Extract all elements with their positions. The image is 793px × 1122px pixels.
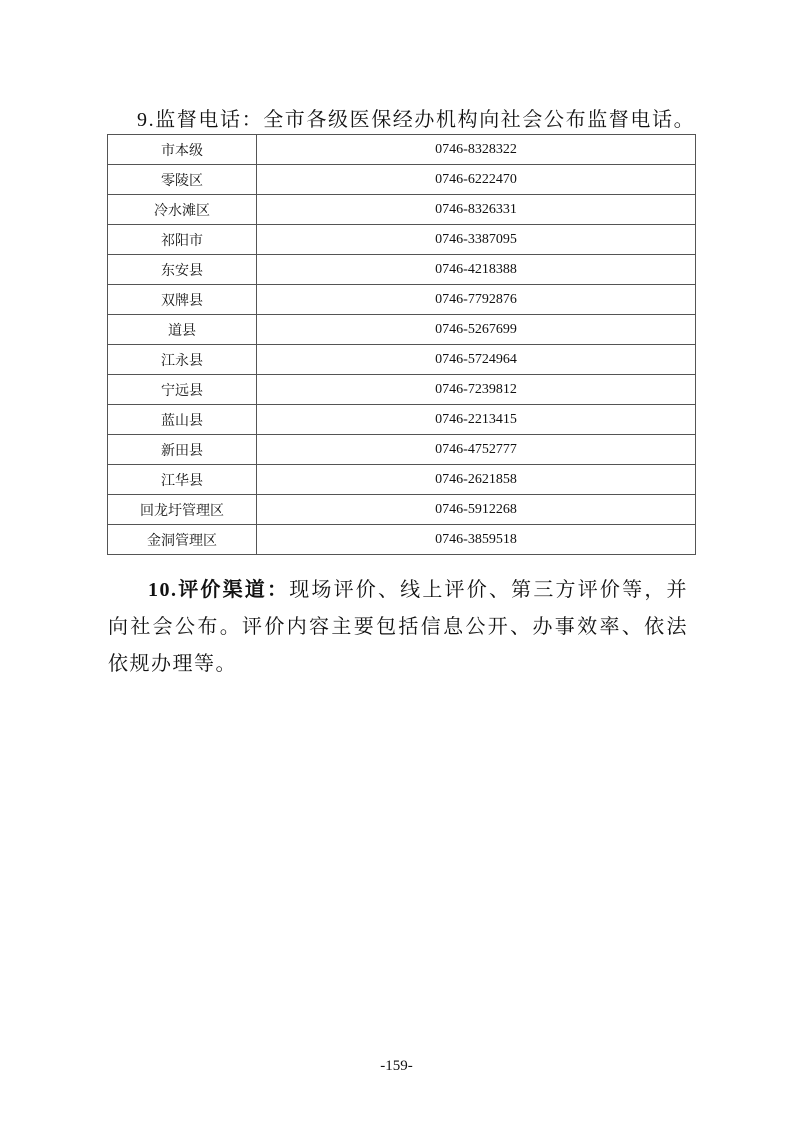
area-name-cell: 江永县: [108, 345, 257, 375]
table-row: [108, 315, 696, 345]
table-row: [108, 465, 696, 495]
table-row: [108, 285, 696, 315]
area-name-cell: 东安县: [108, 255, 257, 285]
section-10-body: 现场评价、线上评价、第三方评价等，并向社会公布。评价内容主要包括信息公开、办事效率、依法依规办理等。: [108, 579, 689, 675]
phone-number-cell: 0746-3859518: [257, 525, 696, 555]
phone-number-cell: 0746-7792876: [257, 285, 696, 315]
table-row: [108, 525, 696, 555]
area-name-cell: 冷水滩区: [108, 195, 257, 225]
phone-number-cell: 0746-4218388: [257, 255, 696, 285]
phone-number-cell: 0746-5724964: [257, 345, 696, 375]
table-row: [108, 255, 696, 285]
section-9-heading: 9.监督电话：全市各级医保经办机构向社会公布监督电话。: [137, 109, 696, 131]
area-name-cell: 双牌县: [108, 285, 257, 315]
table-row: [108, 405, 696, 435]
phone-number-cell: 0746-4752777: [257, 435, 696, 465]
phone-number-cell: 0746-5912268: [257, 495, 696, 525]
area-name-cell: 金洞管理区: [108, 525, 257, 555]
area-name-cell: 宁远县: [108, 375, 257, 405]
table-row: [108, 435, 696, 465]
area-name-cell: 蓝山县: [108, 405, 257, 435]
area-name-cell: 江华县: [108, 465, 257, 495]
section-10-paragraph: [108, 572, 688, 683]
table-row: [108, 225, 696, 255]
supervision-phone-table: [107, 134, 696, 555]
table-row: [108, 165, 696, 195]
area-name-cell: 道县: [108, 315, 257, 345]
phone-number-cell: 0746-2621858: [257, 465, 696, 495]
phone-number-cell: 0746-6222470: [257, 165, 696, 195]
phone-number-cell: 0746-8328322: [257, 135, 696, 165]
table-row: [108, 495, 696, 525]
page-number: -159-: [380, 1058, 413, 1074]
phone-number-cell: 0746-8326331: [257, 195, 696, 225]
area-name-cell: 零陵区: [108, 165, 257, 195]
area-name-cell: 祁阳市: [108, 225, 257, 255]
table-row: [108, 375, 696, 405]
phone-number-cell: 0746-7239812: [257, 375, 696, 405]
phone-number-cell: 0746-2213415: [257, 405, 696, 435]
section-10-lead: 10.评价渠道：: [148, 579, 290, 601]
table-row: [108, 195, 696, 225]
table-row: [108, 135, 696, 165]
area-name-cell: 市本级: [108, 135, 257, 165]
phone-number-cell: 0746-3387095: [257, 225, 696, 255]
table-row: [108, 345, 696, 375]
phone-number-cell: 0746-5267699: [257, 315, 696, 345]
area-name-cell: 新田县: [108, 435, 257, 465]
area-name-cell: 回龙圩管理区: [108, 495, 257, 525]
